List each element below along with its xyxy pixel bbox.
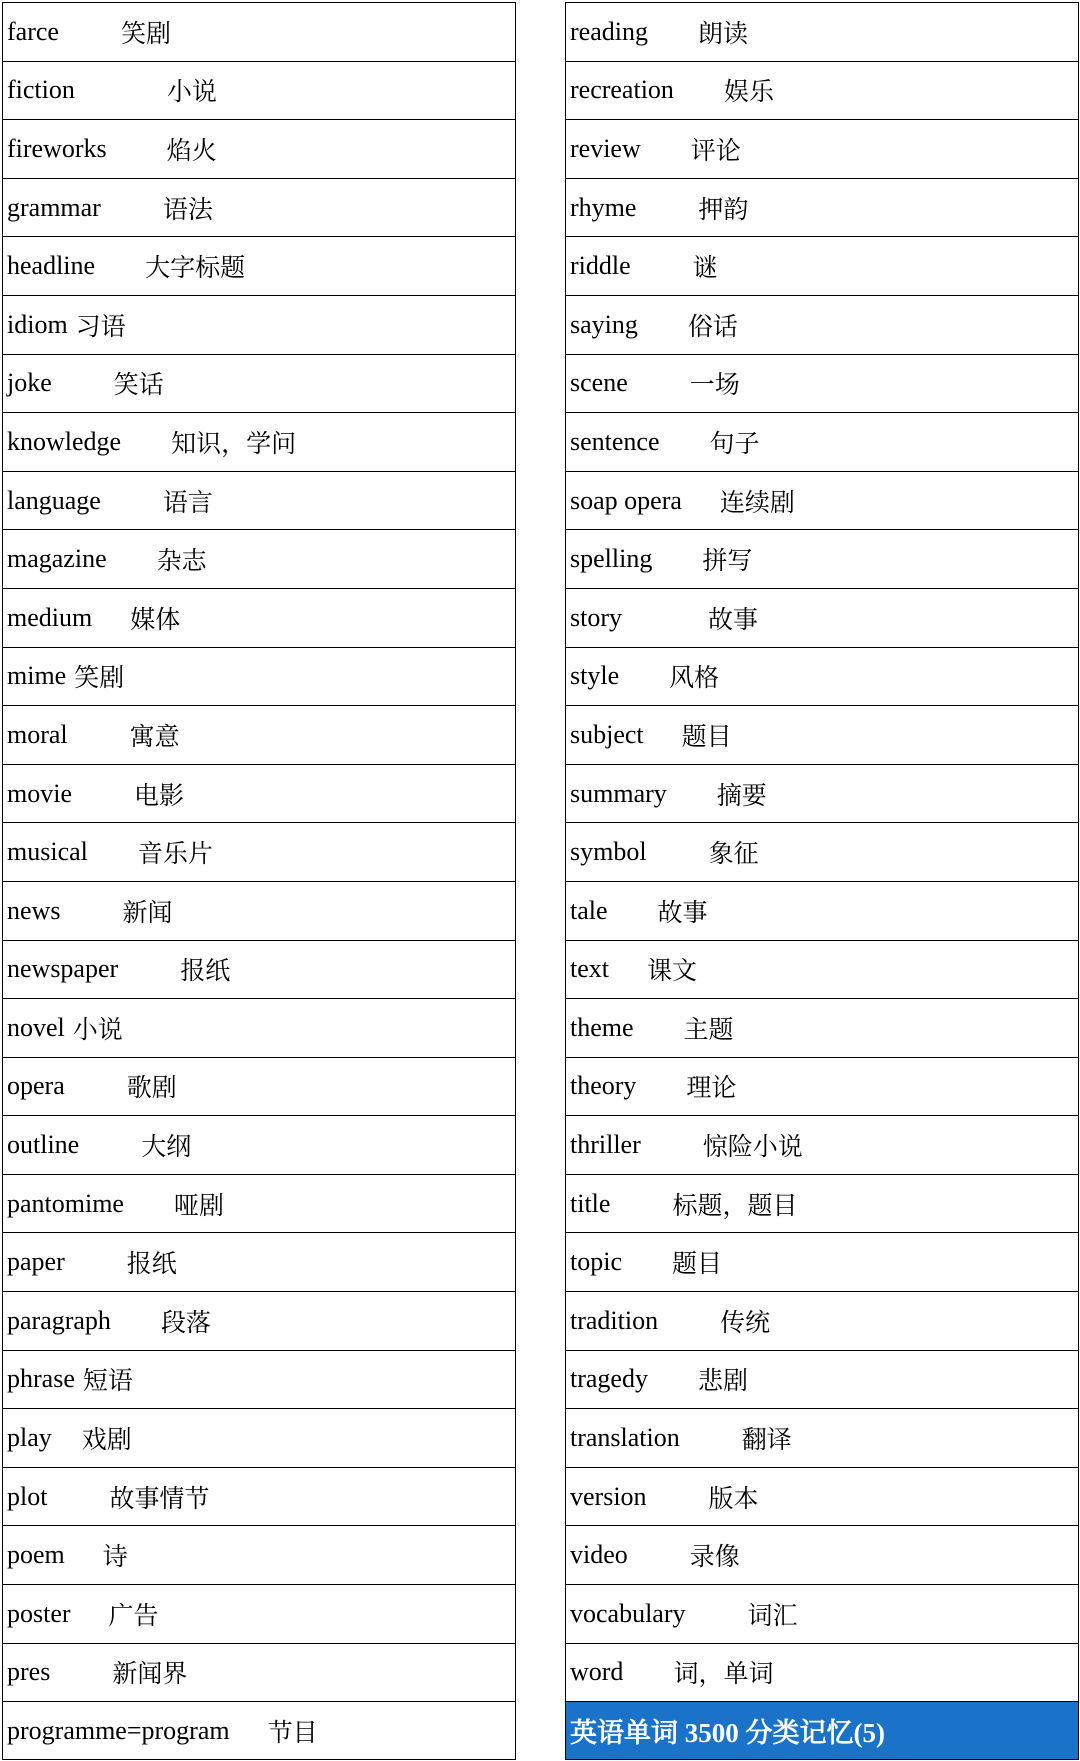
- chinese-meaning: 娱乐: [723, 77, 774, 107]
- english-word: title: [570, 1188, 611, 1218]
- chinese-meaning: 报纸: [126, 1249, 177, 1279]
- chinese-meaning: 句子: [709, 428, 760, 458]
- english-word: video: [570, 1540, 628, 1570]
- chinese-meaning: 谜: [692, 253, 718, 283]
- vocabulary-row: [3, 119, 515, 178]
- vocabulary-row: [3, 529, 515, 588]
- chinese-meaning: 版本: [708, 1483, 759, 1513]
- vocabulary-row: [3, 1115, 515, 1174]
- vocabulary-row: [566, 61, 1078, 120]
- vocabulary-row: [3, 705, 515, 764]
- chinese-meaning: 焰火: [166, 135, 217, 165]
- english-word: knowledge: [7, 426, 122, 456]
- english-word: translation: [570, 1423, 680, 1453]
- english-word: movie: [7, 778, 72, 808]
- english-word: poster: [7, 1598, 71, 1628]
- chinese-meaning: 连续剧: [719, 487, 795, 517]
- vocabulary-row: [3, 295, 515, 354]
- english-word: poem: [7, 1540, 65, 1570]
- english-word: pantomime: [7, 1188, 124, 1218]
- chinese-meaning: 段落: [160, 1307, 211, 1337]
- vocabulary-row: [3, 822, 515, 881]
- english-word: recreation: [570, 75, 674, 105]
- english-word: musical: [7, 837, 88, 867]
- chinese-meaning: 理论: [686, 1073, 737, 1103]
- chinese-meaning: 诗: [102, 1542, 128, 1572]
- chinese-meaning: 象征: [708, 839, 759, 869]
- vocabulary-row: [566, 1115, 1078, 1174]
- vocabulary-row: [3, 2, 515, 61]
- vocabulary-row: [566, 1643, 1078, 1702]
- vocabulary-row: [566, 1584, 1078, 1643]
- vocabulary-row: [566, 940, 1078, 999]
- english-word: fireworks: [7, 133, 107, 163]
- chinese-meaning: 哑剧: [173, 1190, 224, 1220]
- english-word: review: [570, 133, 641, 163]
- chinese-meaning: 词，单词: [673, 1659, 774, 1689]
- chinese-meaning: 评论: [690, 135, 741, 165]
- vocabulary-row: [566, 1350, 1078, 1409]
- english-word: opera: [7, 1071, 65, 1101]
- chinese-meaning: 歌剧: [126, 1073, 177, 1103]
- chinese-meaning: 翻译: [741, 1425, 792, 1455]
- vocabulary-row: [3, 1584, 515, 1643]
- vocabulary-row: [3, 1643, 515, 1702]
- vocabulary-row: [566, 1291, 1078, 1350]
- chinese-meaning: 摘要: [716, 780, 767, 810]
- chinese-meaning: 风格: [669, 663, 720, 693]
- chinese-meaning: 大字标题: [145, 253, 246, 283]
- vocabulary-row: [566, 1467, 1078, 1526]
- vocabulary-row: [566, 119, 1078, 178]
- chinese-meaning: 音乐片: [137, 839, 213, 869]
- chinese-meaning: 杂志: [156, 546, 207, 576]
- chinese-meaning: 题目: [672, 1249, 723, 1279]
- chinese-meaning: 笑剧: [74, 663, 125, 693]
- english-word: soap opera: [570, 485, 682, 515]
- vocabulary-row: [3, 1057, 515, 1116]
- category-title-banner: [566, 1701, 1078, 1760]
- chinese-meaning: 标题，题目: [672, 1190, 798, 1220]
- right-vocabulary-column: [565, 2, 1079, 1760]
- vocabulary-row: [3, 764, 515, 823]
- chinese-meaning: 短语: [82, 1366, 133, 1396]
- vocabulary-row: [566, 412, 1078, 471]
- chinese-meaning: 媒体: [130, 604, 181, 634]
- chinese-meaning: 一场: [689, 370, 740, 400]
- english-word: tale: [570, 895, 608, 925]
- english-word: rhyme: [570, 192, 637, 222]
- english-word: headline: [7, 251, 96, 281]
- vocabulary-row: [566, 295, 1078, 354]
- english-word: programme=program: [7, 1715, 230, 1745]
- english-word: tradition: [570, 1305, 659, 1335]
- vocabulary-row: [566, 1057, 1078, 1116]
- chinese-meaning: 主题: [683, 1014, 734, 1044]
- english-word: grammar: [7, 192, 101, 222]
- chinese-meaning: 大纲: [141, 1132, 192, 1162]
- chinese-meaning: 故事: [708, 604, 759, 634]
- english-word: paragraph: [7, 1305, 111, 1335]
- english-word: story: [570, 602, 622, 632]
- vocabulary-row: [566, 705, 1078, 764]
- vocabulary-row: [3, 647, 515, 706]
- chinese-meaning: 俗话: [687, 311, 738, 341]
- vocabulary-row: [566, 2, 1078, 61]
- english-word: theme: [570, 1012, 634, 1042]
- vocabulary-row: [566, 1174, 1078, 1233]
- english-word: sentence: [570, 426, 660, 456]
- chinese-meaning: 课文: [647, 956, 698, 986]
- chinese-meaning: 朗读: [697, 18, 748, 48]
- chinese-meaning: 笑话: [113, 370, 164, 400]
- english-word: symbol: [570, 837, 647, 867]
- english-word: vocabulary: [570, 1598, 686, 1628]
- english-word: newspaper: [7, 954, 119, 984]
- chinese-meaning: 语法: [162, 194, 213, 224]
- chinese-meaning: 笑剧: [120, 18, 171, 48]
- english-word: idiom: [7, 309, 68, 339]
- english-word: version: [570, 1481, 647, 1511]
- chinese-meaning: 题目: [681, 721, 732, 751]
- vocabulary-row: [3, 61, 515, 120]
- vocabulary-row: [3, 1232, 515, 1291]
- vocabulary-row: [3, 412, 515, 471]
- chinese-meaning: 故事情节: [109, 1483, 210, 1513]
- left-vocabulary-column: [2, 2, 516, 1760]
- chinese-meaning: 小说: [72, 1014, 123, 1044]
- vocabulary-row: [566, 471, 1078, 530]
- english-word: scene: [570, 368, 628, 398]
- english-word: summary: [570, 778, 667, 808]
- vocabulary-row: [3, 1350, 515, 1409]
- vocabulary-row: [3, 1408, 515, 1467]
- vocabulary-row: [566, 1408, 1078, 1467]
- vocabulary-row: [3, 178, 515, 237]
- english-word: moral: [7, 719, 68, 749]
- english-word: theory: [570, 1071, 637, 1101]
- chinese-meaning: 拼写: [702, 546, 753, 576]
- english-word: joke: [7, 368, 52, 398]
- vocabulary-row: [3, 1174, 515, 1233]
- vocabulary-row: [566, 178, 1078, 237]
- chinese-meaning: 故事: [657, 897, 708, 927]
- english-word: thriller: [570, 1130, 641, 1160]
- vocabulary-row: [3, 881, 515, 940]
- english-word: paper: [7, 1247, 65, 1277]
- english-word: text: [570, 954, 609, 984]
- vocabulary-row: [3, 1467, 515, 1526]
- english-word: phrase: [7, 1364, 75, 1394]
- vocabulary-row: [566, 764, 1078, 823]
- chinese-meaning: 新闻: [122, 897, 173, 927]
- english-word: language: [7, 485, 101, 515]
- chinese-meaning: 词汇: [747, 1600, 798, 1630]
- chinese-meaning: 寓意: [129, 721, 180, 751]
- english-word: saying: [570, 309, 638, 339]
- chinese-meaning: 报纸: [180, 956, 231, 986]
- chinese-meaning: 节目: [267, 1717, 318, 1747]
- chinese-meaning: 语言: [162, 487, 213, 517]
- vocabulary-row: [3, 1701, 515, 1760]
- english-word: reading: [570, 16, 648, 46]
- english-word: plot: [7, 1481, 48, 1511]
- vocabulary-row: [3, 354, 515, 413]
- chinese-meaning: 押韵: [698, 194, 749, 224]
- vocabulary-row: [566, 881, 1078, 940]
- english-word: tragedy: [570, 1364, 648, 1394]
- english-word: play: [7, 1423, 52, 1453]
- vocabulary-row: [3, 236, 515, 295]
- english-word: spelling: [570, 544, 653, 574]
- english-word: riddle: [570, 251, 631, 281]
- chinese-meaning: 录像: [689, 1542, 740, 1572]
- category-title-text: 英语单词 3500 分类记忆(5): [570, 1718, 885, 1749]
- chinese-meaning: 知识，学问: [171, 428, 297, 458]
- vocabulary-row: [566, 588, 1078, 647]
- vocabulary-row: [3, 940, 515, 999]
- english-word: mime: [7, 661, 67, 691]
- english-word: topic: [570, 1247, 622, 1277]
- chinese-meaning: 戏剧: [81, 1425, 132, 1455]
- chinese-meaning: 悲剧: [697, 1366, 748, 1396]
- chinese-meaning: 广告: [108, 1600, 159, 1630]
- chinese-meaning: 习语: [75, 311, 126, 341]
- chinese-meaning: 小说: [166, 77, 217, 107]
- chinese-meaning: 电影: [134, 780, 185, 810]
- vocabulary-row: [566, 998, 1078, 1057]
- chinese-meaning: 新闻界: [112, 1659, 188, 1689]
- english-word: magazine: [7, 544, 107, 574]
- vocabulary-row: [566, 647, 1078, 706]
- english-word: outline: [7, 1130, 80, 1160]
- chinese-meaning: 惊险小说: [702, 1132, 803, 1162]
- vocabulary-row: [566, 822, 1078, 881]
- english-word: medium: [7, 602, 93, 632]
- vocabulary-row: [566, 1232, 1078, 1291]
- vocabulary-row: [566, 529, 1078, 588]
- vocabulary-row: [3, 998, 515, 1057]
- english-word: news: [7, 895, 61, 925]
- vocabulary-row: [566, 236, 1078, 295]
- chinese-meaning: 传统: [720, 1307, 771, 1337]
- english-word: style: [570, 661, 620, 691]
- vocabulary-row: [566, 354, 1078, 413]
- english-word: pres: [7, 1657, 51, 1687]
- english-word: novel: [7, 1012, 65, 1042]
- english-word: farce: [7, 16, 59, 46]
- vocabulary-row: [3, 588, 515, 647]
- vocabulary-row: [3, 471, 515, 530]
- english-word: word: [570, 1657, 624, 1687]
- vocabulary-row: [3, 1291, 515, 1350]
- english-word: fiction: [7, 75, 75, 105]
- vocabulary-row: [566, 1525, 1078, 1584]
- english-word: subject: [570, 719, 644, 749]
- vocabulary-row: [3, 1525, 515, 1584]
